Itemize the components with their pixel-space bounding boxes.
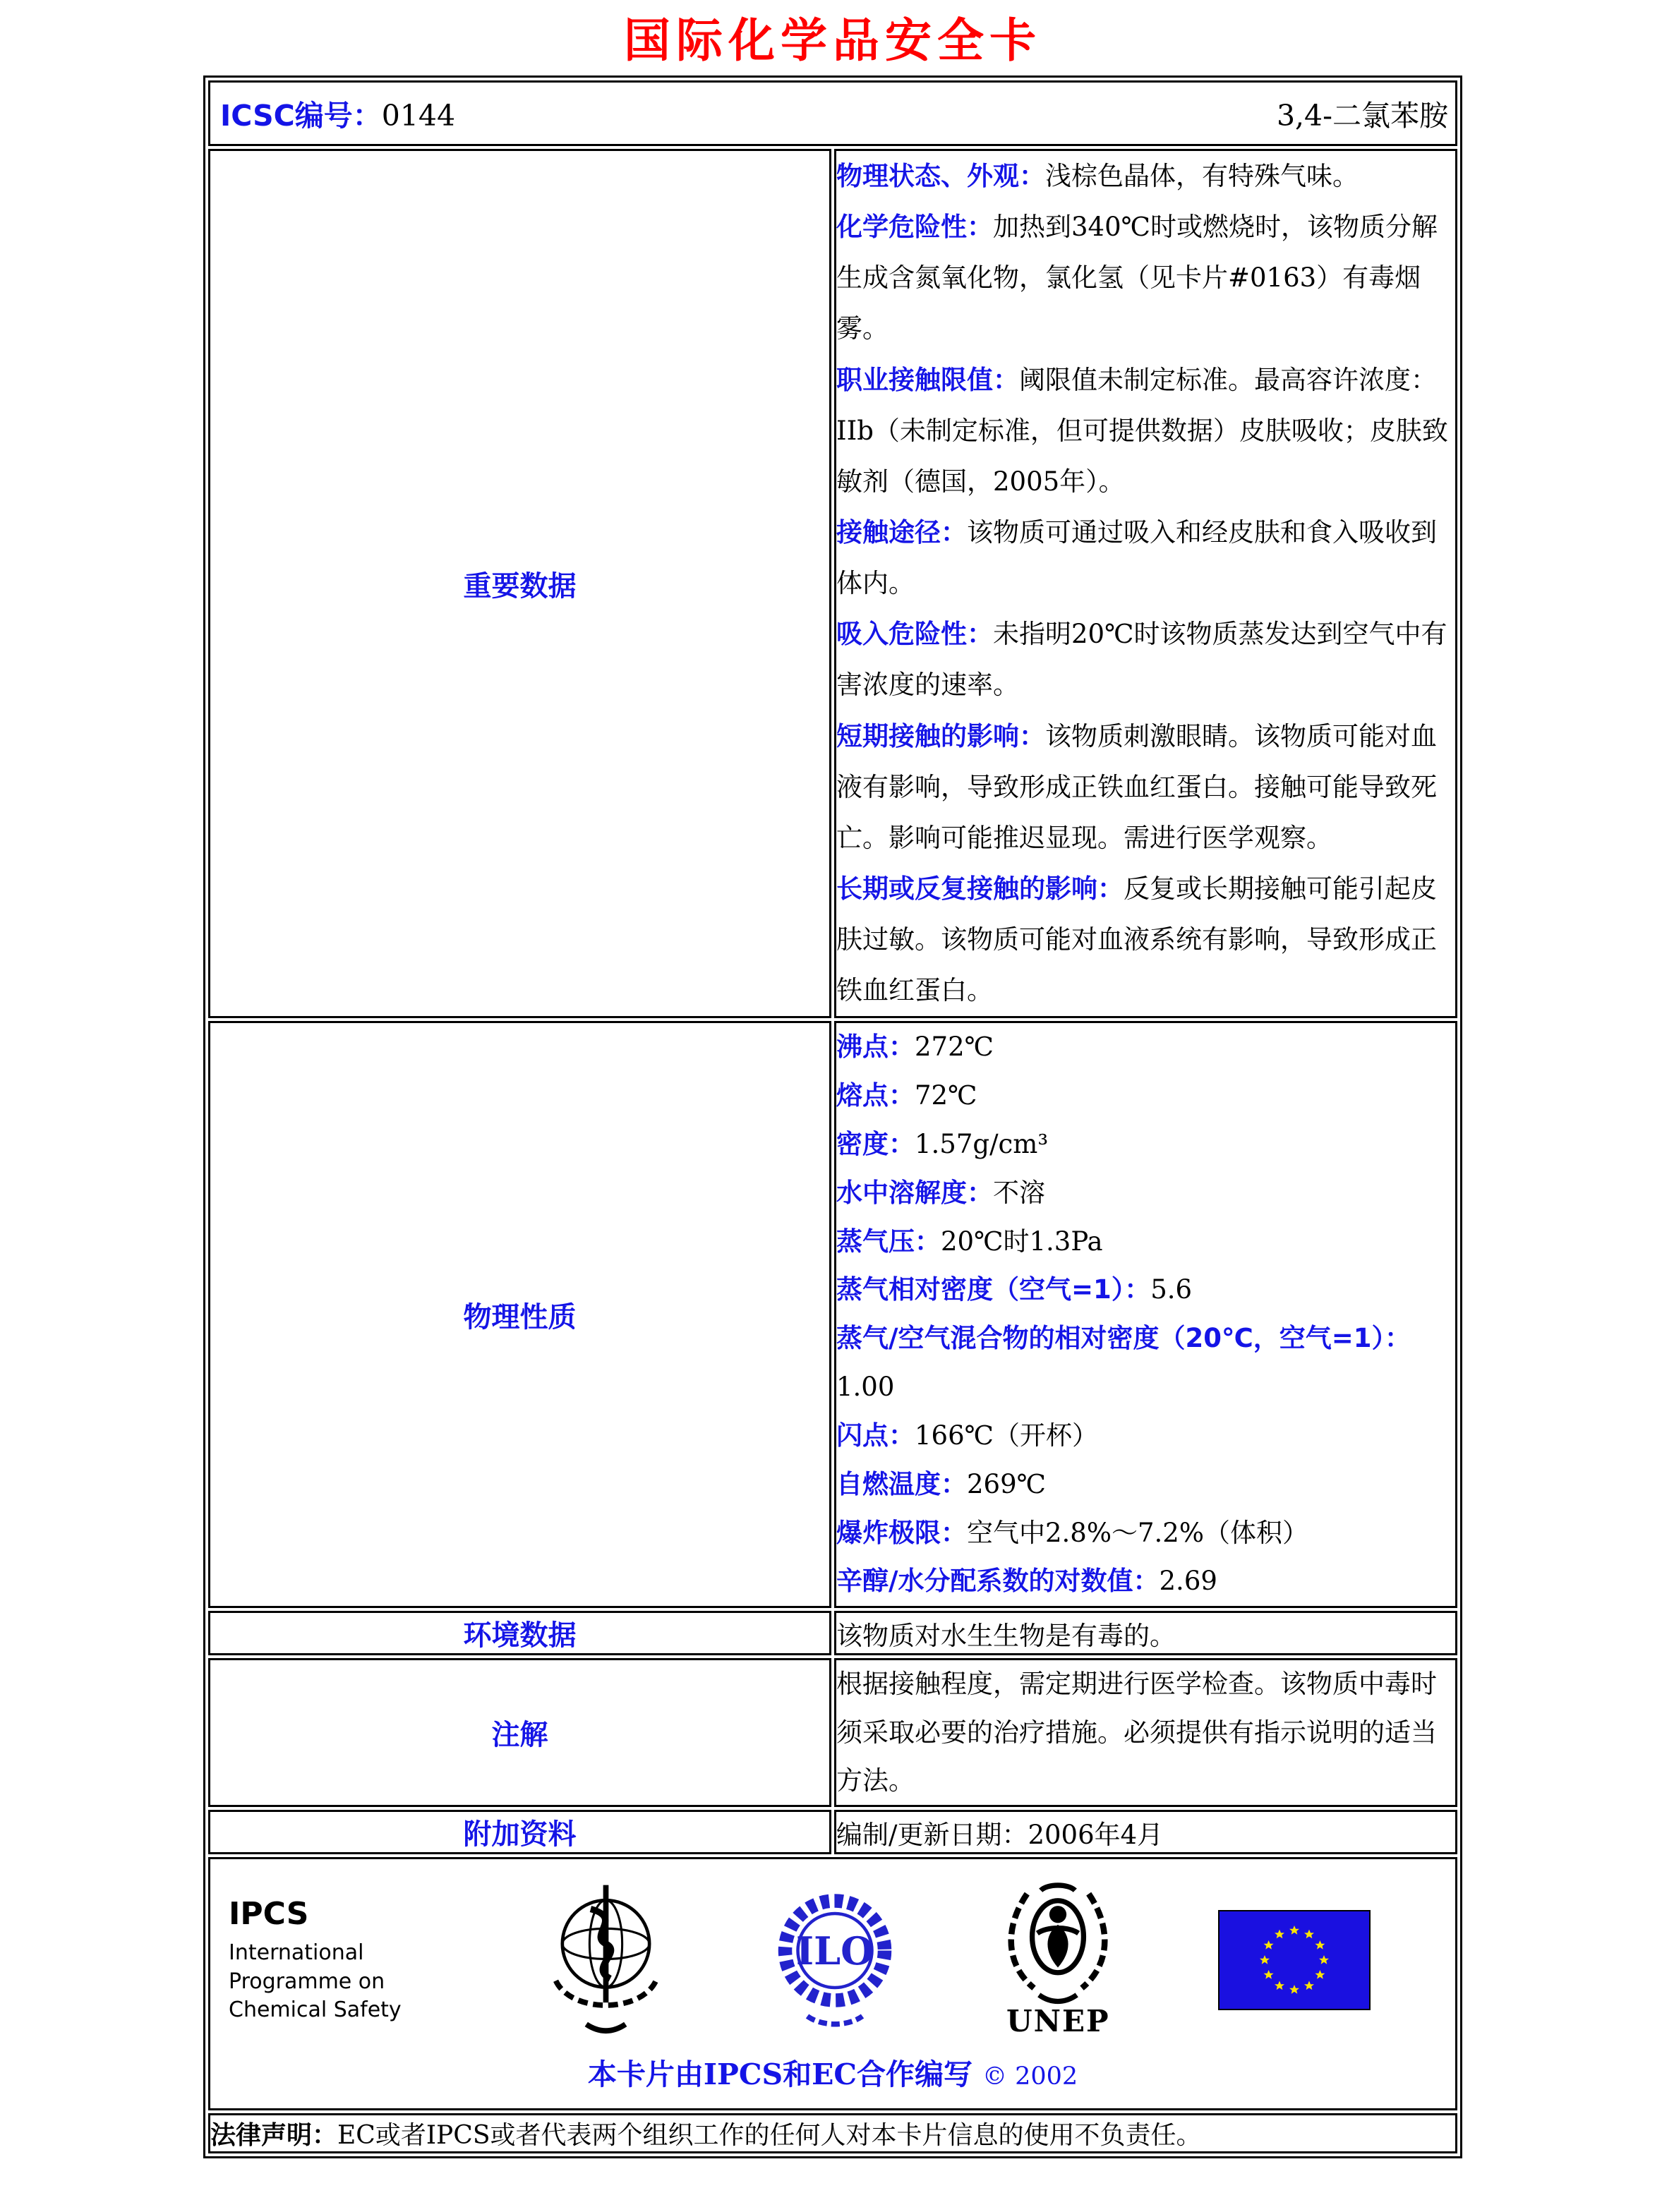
- property-value: 不溶: [993, 1177, 1045, 1208]
- credit-line: [210, 2041, 1455, 2108]
- legal-row: [208, 2113, 1457, 2153]
- property-entry: [836, 1557, 1455, 1606]
- entry-label: 接触途径：: [836, 516, 967, 548]
- entry-text: 未指明20℃时该物质蒸发达到空气中有害浓度的速率。: [836, 619, 1447, 701]
- property-value: 272℃: [915, 1032, 994, 1063]
- property-entry: [836, 1314, 1455, 1412]
- important-data-cell: [834, 149, 1457, 1018]
- data-entry: [836, 202, 1455, 354]
- unep-wordmark: UNEP: [1006, 2004, 1110, 2039]
- property-value: 空气中2.8%～7.2%（体积）: [967, 1517, 1308, 1548]
- icsc-page: [203, 3, 1462, 2158]
- entry-text: 浅棕色晶体，有特殊气味。: [1045, 161, 1359, 191]
- property-label: 蒸气压：: [836, 1226, 941, 1257]
- row-label-notes: 注解: [208, 1658, 831, 1807]
- data-entry: [836, 151, 1455, 202]
- property-value: 2.69: [1159, 1566, 1217, 1597]
- entry-label: 化学危险性：: [836, 212, 993, 243]
- property-entry: [836, 1120, 1455, 1169]
- header-row: [208, 80, 1457, 146]
- property-entry: [836, 1461, 1455, 1509]
- entry-text: 该物质可通过吸入和经皮肤和食入吸收到体内。: [836, 516, 1437, 599]
- ipcs-title: IPCS: [229, 1896, 309, 1933]
- notes-row: [208, 1658, 1457, 1807]
- property-value: 1.57g/cm³: [915, 1129, 1049, 1160]
- notes-cell: [834, 1658, 1457, 1807]
- additional-info-cell: [834, 1810, 1457, 1854]
- ilo-logo-icon: [771, 1879, 898, 2041]
- important-data-row: [208, 149, 1457, 1018]
- page-title: 国际化学品安全卡: [624, 13, 1042, 68]
- property-entry: [836, 1266, 1455, 1314]
- physical-properties-row: [208, 1021, 1457, 1608]
- physical-properties-cell: [834, 1021, 1457, 1608]
- property-label: 熔点：: [836, 1080, 915, 1111]
- unep-logo-icon: [998, 1882, 1118, 2005]
- unep-block: [998, 1882, 1118, 2038]
- property-value: 72℃: [915, 1080, 977, 1111]
- environmental-data-text: 该物质对水生生物是有毒的。: [836, 1620, 1176, 1651]
- property-value: 269℃: [967, 1468, 1047, 1499]
- property-label: 自燃温度：: [836, 1468, 967, 1499]
- icsc-number-value: 0144: [381, 99, 456, 133]
- property-label: 蒸气/空气混合物的相对密度（20℃，空气=1）：: [836, 1323, 1411, 1354]
- ipcs-subtitle: International Programme on Chemical Safety: [229, 1940, 402, 2023]
- legal-text: EC或者IPCS或者代表两个组织工作的任何人对本卡片信息的使用不负责任。: [337, 2121, 1202, 2151]
- ilo-logo-letters: ILO: [795, 1928, 874, 1974]
- property-entry: [836, 1218, 1455, 1267]
- chemical-name: 3,4-二氯苯胺: [1276, 99, 1448, 133]
- property-value: 20℃时1.3Pa: [941, 1226, 1103, 1257]
- entry-label: 物理状态、外观：: [836, 161, 1045, 191]
- property-entry: [836, 1169, 1455, 1218]
- row-label-important-data: 重要数据: [208, 149, 831, 1018]
- icsc-number-label: ICSC编号：: [220, 99, 382, 133]
- property-entry: [836, 1072, 1455, 1120]
- property-entry: [836, 1023, 1455, 1072]
- property-label: 闪点：: [836, 1420, 915, 1451]
- row-label-physical-properties: 物理性质: [208, 1021, 831, 1608]
- property-entry: [836, 1412, 1455, 1461]
- legal-cell: [208, 2113, 1457, 2153]
- environmental-data-row: [208, 1611, 1457, 1655]
- property-value: 166℃（开杯）: [915, 1420, 1099, 1451]
- property-value: 1.00: [836, 1372, 895, 1403]
- row-label-environmental-data: 环境数据: [208, 1611, 831, 1655]
- entry-label: 短期接触的影响：: [836, 720, 1045, 751]
- logos-row: [208, 1857, 1457, 2110]
- logos-cell: [208, 1857, 1457, 2110]
- data-entry: [836, 609, 1455, 711]
- property-label: 密度：: [836, 1129, 915, 1160]
- data-entry: [836, 864, 1455, 1016]
- legal-label: 法律声明：: [210, 2121, 338, 2151]
- notes-text: 根据接触程度，需定期进行医学检查。该物质中毒时须采取必要的治疗措施。必须提供有指示说明的适当方法。: [836, 1669, 1437, 1796]
- property-value: 5.6: [1150, 1274, 1193, 1305]
- row-label-additional-info: 附加资料: [208, 1810, 831, 1854]
- property-label: 爆炸极限：: [836, 1517, 967, 1548]
- who-logo-icon: [541, 1879, 671, 2041]
- property-entry: [836, 1509, 1455, 1558]
- data-entry: [836, 711, 1455, 864]
- entry-label: 吸入危险性：: [836, 619, 993, 650]
- property-label: 沸点：: [836, 1032, 915, 1063]
- copyright-text: © 2002: [982, 2062, 1078, 2091]
- entry-label: 长期或反复接触的影响：: [836, 873, 1124, 904]
- eu-flag-icon: [1218, 1910, 1371, 2010]
- entry-text: 加热到340℃时或燃烧时，该物质分解生成含氮氧化物，氯化氢（见卡片#0163）有毒烟雾。: [836, 212, 1438, 344]
- entry-label: 职业接触限值：: [836, 364, 1019, 395]
- environmental-data-cell: [834, 1611, 1457, 1655]
- data-entry: [836, 507, 1455, 609]
- property-label: 辛醇/水分配系数的对数值：: [836, 1566, 1160, 1597]
- icsc-card-table: [203, 75, 1462, 2158]
- ipcs-block: [229, 1896, 440, 2025]
- property-label: 蒸气相对密度（空气=1）：: [836, 1274, 1151, 1305]
- icsc-number-group: [220, 92, 455, 134]
- credit-text: 本卡片由IPCS和EC合作编写: [587, 2057, 972, 2092]
- data-entry: [836, 355, 1455, 507]
- entry-text: 该物质刺激眼睛。该物质可能对血液有影响，导致形成正铁血红蛋白。接触可能导致死亡。影响可能推迟显现。需进行医学观察。: [836, 720, 1437, 853]
- additional-info-text: 编制/更新日期：2006年4月: [836, 1819, 1164, 1850]
- entry-text: 阈限值未制定标准。最高容许浓度：IIb（未制定标准，但可提供数据）皮肤吸收；皮肤致敏剂（德国，2005年）。: [836, 364, 1448, 497]
- property-label: 水中溶解度：: [836, 1177, 993, 1208]
- entry-text: 反复或长期接触可能引起皮肤过敏。该物质可能对血液系统有影响，导致形成正铁血红蛋白。: [836, 873, 1437, 1006]
- additional-info-row: [208, 1810, 1457, 1854]
